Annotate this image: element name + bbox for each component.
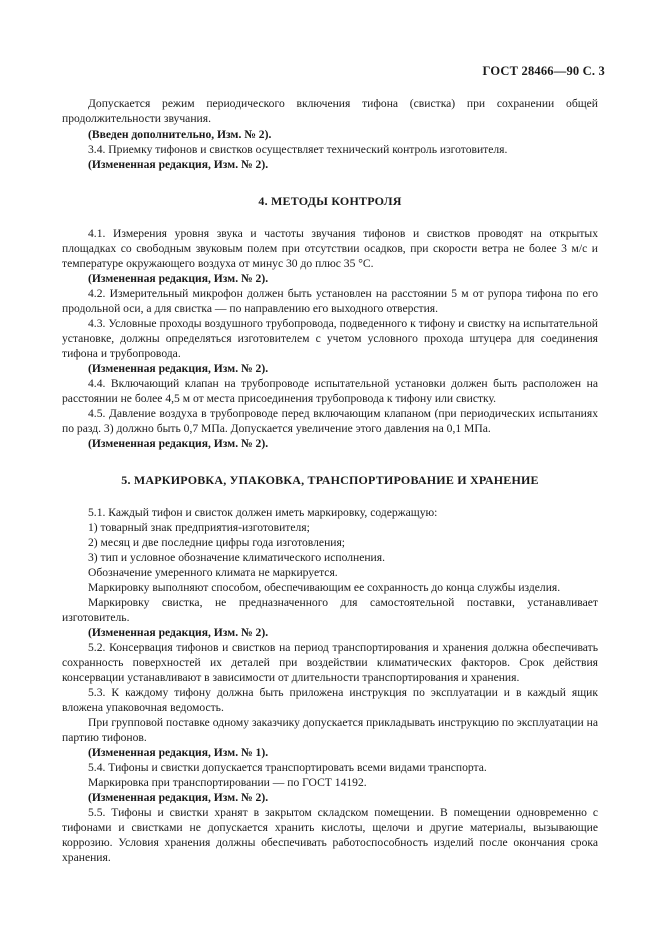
page-header: ГОСТ 28466—90 С. 3	[482, 64, 605, 78]
paragraph: 4.1. Измерения уровня звука и частоты звучания тифонов и свистков проводят на открытых площадках со свободным звуковым полем при отсутствии осадков, при скорости ветра не более 3 м/с и температуре окружающего воздуха от минус 30 до плюс 35 °С.	[62, 227, 598, 270]
paragraph: 5.3. К каждому тифону должна быть приложена инструкция по эксплуатации и в каждый ящик вложена упаковочная ведомость.	[62, 686, 598, 714]
paragraph: 4.2. Измерительный микрофон должен быть установлен на расстоянии 5 м от рупора тифона по его продольной оси, а для свистка — по направлению его выходного отверстия.	[62, 287, 598, 315]
paragraph: 5.5. Тифоны и свистки хранят в закрытом складском помещении. В помещении одновременно с тифонами и свистками не допускается хранить кислоты, щелочи и другие материалы, вызывающие коррозию. Условия хранения должны обеспечивать работоспособность изделий после окончания срока хранения.	[62, 806, 598, 864]
list-item: 1) товарный знак предприятия-изготовителя;	[88, 521, 310, 534]
section-heading: 4. МЕТОДЫ КОНТРОЛЯ	[258, 194, 402, 208]
amendment-note: (Введен дополнительно, Изм. № 2).	[88, 128, 272, 141]
paragraph: 4.5. Давление воздуха в трубопроводе перед включающим клапаном (при периодических испытаниях по разд. 3) должно быть 0,7 МПа. Допускается увеличение этого давления на 0,1 МПа.	[62, 407, 598, 435]
paragraph: Допускается режим периодического включения тифона (свистка) при сохранении общей продолжительности звучания.	[62, 97, 598, 125]
paragraph: Маркировку свистка, не предназначенного для самостоятельной поставки, устанавливает изготовитель.	[62, 596, 598, 624]
amendment-note: (Измененная редакция, Изм. № 2).	[88, 272, 269, 285]
paragraph: 5.4. Тифоны и свистки допускается транспортировать всеми видами транспорта.	[88, 761, 487, 774]
paragraph: 5.2. Консервация тифонов и свистков на период транспортирования и хранения должна обеспечивать сохранность поверхностей их деталей при воздействии климатических факторов. Срок действия консервации устанавливают в зависимости от длительности транспортирования и хранения.	[62, 641, 598, 684]
paragraph: Обозначение умеренного климата не маркируется.	[88, 566, 338, 579]
paragraph: Маркировку выполняют способом, обеспечивающим ее сохранность до конца службы изделия.	[88, 581, 561, 594]
paragraph: 4.4. Включающий клапан на трубопроводе испытательной установки должен быть расположен на расстоянии не более 4,5 м от места присоединения трубопровода к тифону или свистку.	[62, 377, 598, 405]
section-heading: 5. МАРКИРОВКА, УПАКОВКА, ТРАНСПОРТИРОВАНИЕ И ХРАНЕНИЕ	[121, 473, 539, 487]
paragraph: 5.1. Каждый тифон и свисток должен иметь маркировку, содержащую:	[88, 506, 438, 519]
amendment-note: (Измененная редакция, Изм. № 2).	[88, 362, 269, 375]
amendment-note: (Измененная редакция, Изм. № 2).	[88, 791, 269, 804]
paragraph: 4.3. Условные проходы воздушного трубопровода, подведенного к тифону и свистку на испытательной установке, должны определяться изготовителем с учетом условного прохода штуцера для соединения тифона и трубопровода.	[62, 317, 598, 360]
list-item: 2) месяц и две последние цифры года изготовления;	[88, 536, 346, 549]
amendment-note: (Измененная редакция, Изм. № 2).	[88, 626, 269, 639]
list-item: 3) тип и условное обозначение климатического исполнения.	[88, 551, 385, 564]
paragraph: 3.4. Приемку тифонов и свистков осуществляет технический контроль изготовителя.	[88, 143, 508, 156]
amendment-note: (Измененная редакция, Изм. № 2).	[88, 158, 269, 171]
paragraph: Маркировка при транспортировании — по ГОСТ 14192.	[88, 776, 367, 789]
paragraph: При групповой поставке одному заказчику допускается прикладывать инструкцию по эксплуатации на партию тифонов.	[62, 716, 598, 744]
amendment-note: (Измененная редакция, Изм. № 2).	[88, 437, 269, 450]
amendment-note: (Измененная редакция, Изм. № 1).	[88, 746, 269, 759]
document-body	[62, 96, 598, 865]
